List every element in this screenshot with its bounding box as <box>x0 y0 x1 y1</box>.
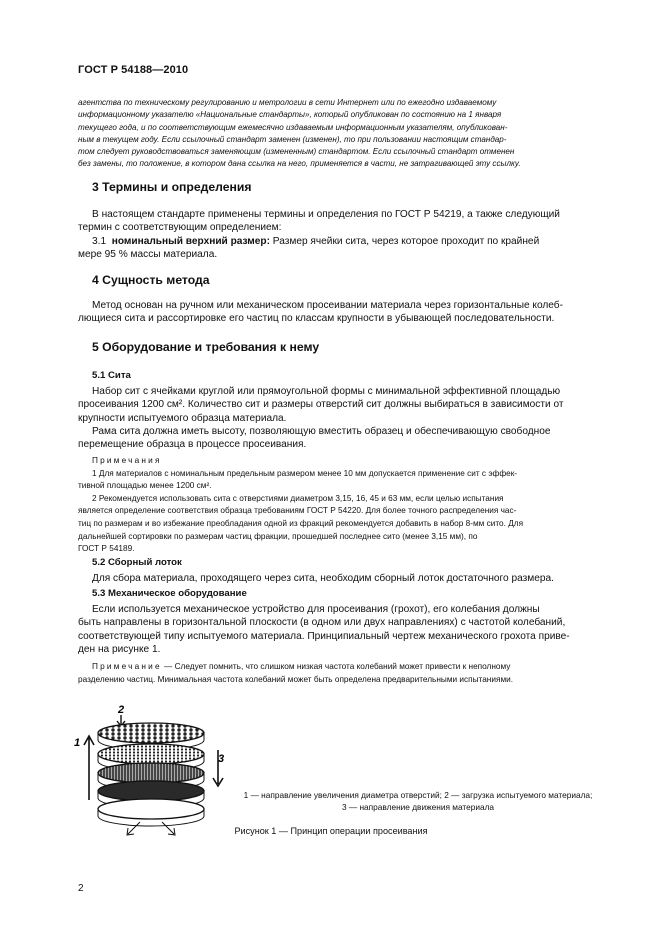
subsection-5-1-paragraph-1 <box>78 385 584 425</box>
note-line: 2 Рекомендуется использовать сита с отверстиями диаметром 3,15, 16, 45 и 63 мм, если целью испытания <box>92 493 504 503</box>
note-line: разделению частиц. Минимальная частота колебаний может быть определена предварительными испытаниями. <box>78 674 514 684</box>
section-4-paragraph <box>78 299 584 326</box>
sieve-stack-figure <box>68 700 228 845</box>
para-line: В настоящем стандарте применены термины и определения по ГОСТ Р 54219, а также следующий <box>92 209 560 220</box>
notes-block <box>78 455 584 556</box>
note-text: — Следует помнить, что слишком низкая частота колебаний может привести к неполному <box>161 662 511 671</box>
figure-legend-line-2: 3 — направление движения материала <box>341 802 495 812</box>
section-5-title: 5 Оборудование и требования к нему <box>92 340 320 354</box>
term-definition: Размер ячейки сита, через которое проходит по крайней <box>269 235 540 247</box>
term-line <box>78 235 584 248</box>
figure-label-1: 1 <box>74 737 81 749</box>
intro-line: ным в текущем году. Если ссылочный стандарт заменен (изменен), то при пользовании настоящим стандар- <box>78 134 507 144</box>
subsection-5-1-title: 5.1 Сита <box>92 370 131 381</box>
collecting-tray <box>98 799 204 826</box>
para-line: просеивания 1200 см². Количество сит и размеры отверстий сит должны выбираться в зависимости от <box>78 399 564 411</box>
para-line: лющиеся сита и рассортировке его частиц по классам крупности в убывающей последовательности. <box>78 313 555 325</box>
note-line: дальнейшей сортировки по размерам частиц фракции, прошедшей последнее сито (менее 3,15 мм), по <box>78 531 478 541</box>
para-line: соответствующей типу испытуемого материала. Принципиальный чертеж механического грохота приве- <box>78 630 570 642</box>
note-line: ГОСТ Р 54189. <box>78 544 135 554</box>
note-line: тиц по размерам и во избежание преобладания одной из фракций рекомендуется добавить в набор 8-мм сито. Для <box>78 518 524 528</box>
note-line: 1 Для материалов с номинальным предельным размером менее 10 мм допускается применение сит с эффек- <box>92 468 518 478</box>
subsection-5-1-paragraph-2 <box>78 425 584 452</box>
note-line <box>78 661 584 674</box>
intro-line: агентства по техническому регулированию и метрологии в сети Интернет или по ежегодно издаваемому <box>78 98 497 107</box>
para-line: Для сбора материала, проходящего через сита, необходим сборный лоток достаточного размера. <box>92 573 554 584</box>
figure-caption: Рисунок 1 — Принцип операции просеивания <box>234 826 428 836</box>
note-3 <box>78 661 584 686</box>
doc-header: ГОСТ Р 54188—2010 <box>78 64 189 76</box>
para-line: быть направлены в горизонтальной плоскости (в одном или двух направлениях) с частотой колебаний, <box>78 617 566 629</box>
section-4-title: 4 Сущность метода <box>92 273 210 287</box>
term-number: 3.1 <box>92 235 107 247</box>
subsection-5-2-paragraph <box>78 572 584 585</box>
para-line: Набор сит с ячейками круглой или прямоугольной формы с минимальной эффективной площадью <box>92 386 561 397</box>
intro-line: информационному указателю «Национальные стандарты», который опубликован по состоянию на 1 января <box>78 110 502 120</box>
figure-legend-line-1: 1 — направление увеличения диаметра отверстий; 2 — загрузка испытуемого материала; <box>243 790 593 800</box>
para-line: Если используется механическое устройство для просеивания (грохот), его колебания должны <box>92 604 540 615</box>
term-line-2: мере 95 % массы материала. <box>78 248 218 260</box>
page-number: 2 <box>78 883 84 894</box>
note-line: является определение соответствия образца требованиям ГОСТ Р 54220. Для более точного распределения час- <box>78 506 517 516</box>
notes-title: Примечания <box>92 456 162 465</box>
note-line: тивной площадью менее 1200 см². <box>78 481 212 491</box>
para-line: Рама сита должна иметь высоту, позволяющую вместить образец и обеспечивающую свободное <box>92 426 551 437</box>
para-line: перемещение образца в процессе просеивания. <box>78 439 307 451</box>
figure-label-3: 3 <box>218 753 225 765</box>
section-3-title: 3 Термины и определения <box>92 180 252 194</box>
para-line: крупности испытуемого образца материала. <box>78 412 287 424</box>
intro-line: без замены, то положение, в котором дана ссылка на него, применяется в части, не затрагивающей эту ссылку. <box>78 159 521 169</box>
intro-italic-paragraph <box>78 97 584 171</box>
subsection-5-3-title: 5.3 Механическое оборудование <box>92 588 247 599</box>
section-3-paragraph <box>78 208 584 261</box>
para-line: ден на рисунке 1. <box>78 643 161 655</box>
subsection-5-3-paragraph <box>78 603 584 656</box>
term-name: номинальный верхний размер: <box>111 235 270 247</box>
subsection-5-2-title: 5.2 Сборный лоток <box>92 557 182 568</box>
intro-line: том следует руководствоваться заменяющим (измененным) стандартом. Если ссылочный стандарт отменен <box>78 147 515 157</box>
para-line: Метод основан на ручном или механическом просеивании материала через горизонтальные колеб- <box>92 300 563 311</box>
para-line: термин с соответствующим определением: <box>78 222 282 234</box>
note-label: Примечание <box>92 662 162 671</box>
intro-line: текущего года, и по соответствующим ежемесячно издаваемым информационным указателям, опубликован- <box>78 122 508 132</box>
up-arrow-icon <box>84 736 94 800</box>
figure-label-2: 2 <box>118 704 125 716</box>
